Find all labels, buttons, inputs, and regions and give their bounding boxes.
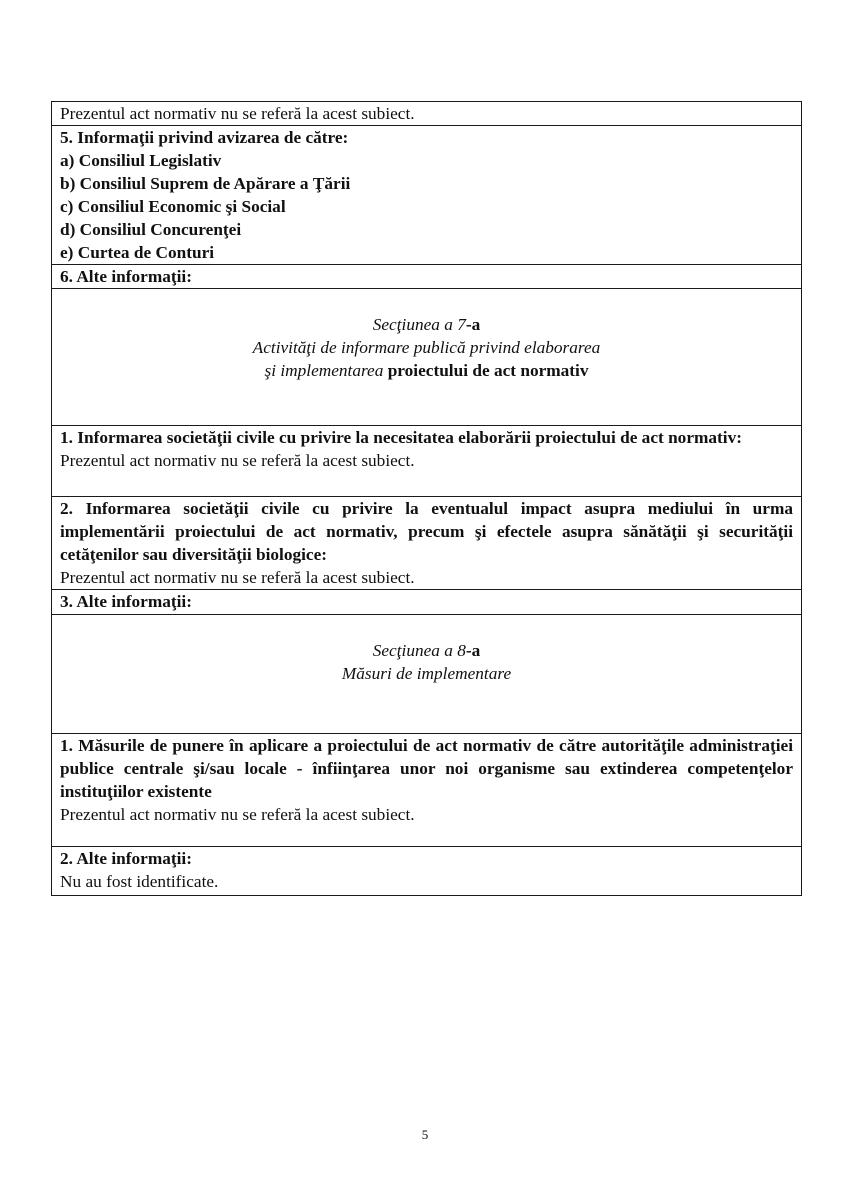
section-7-item-3-title: 3. Alte informaţii: [60,592,192,611]
section-7-item-1-cell [52,426,802,497]
table-row [52,615,802,734]
section-7-heading: Secţiunea a 7-a [372,315,481,334]
table-row [52,265,802,289]
section-7-item-1-title: 1. Informarea societăţii civile cu privire la necesitatea elaborării proiectului de act normativ: [60,428,742,447]
item-5-title: 5. Informaţii privind avizarea de către: [60,128,349,147]
section-8-item-2-title: 2. Alte informaţii: [60,849,192,868]
section-7-subtitle-2: şi implementarea proiectului de act normativ [264,361,589,380]
section-8-item-1-cell [52,734,802,847]
section-8-heading: Secţiunea a 8-a [372,641,481,660]
body-text: Prezentul act normativ nu se referă la acest subiect. [60,568,415,587]
table-row [52,590,802,615]
previous-section-text [52,102,802,126]
section-7-item-2-title: 2. Informarea societăţii civile cu privire la eventualul impact asupra mediului în urma implementării proiectului de act normativ, precum şi efectele asupra sănătăţii şi securităţii cetăţenilor sau diversităţii biologice: [60,499,793,564]
list-item: b) Consiliul Suprem de Apărare a Ţării [60,174,351,193]
list-item: c) Consiliul Economic şi Social [60,197,286,216]
table-row [52,289,802,426]
table-row [52,126,802,265]
section-8-item-2-cell [52,847,802,896]
table-row [52,734,802,847]
table-row [52,102,802,126]
body-text: Prezentul act normativ nu se referă la acest subiect. [60,104,415,123]
list-item: d) Consiliul Concurenţei [60,220,242,239]
body-text: Prezentul act normativ nu se referă la acest subiect. [60,451,415,470]
form-table [51,101,802,896]
section-8-header [52,615,802,734]
table-row [52,426,802,497]
section-7-header [52,289,802,426]
table-row [52,497,802,590]
page-number: 5 [421,1127,429,1142]
item-6-title: 6. Alte informaţii: [60,267,192,286]
body-text: Prezentul act normativ nu se referă la acest subiect. [60,805,415,824]
item-6-cell [52,265,802,289]
item-5-cell [52,126,802,265]
section-8-item-1-title: 1. Măsurile de punere în aplicare a proiectului de act normativ de către autorităţile administraţiei publice centrale şi/sau locale - înfiinţarea unor noi organisme sau extinderea competenţelor instituţiilor existente [60,736,793,801]
section-7-item-2-cell [52,497,802,590]
section-7-subtitle: Activităţi de informare publică privind elaborarea [252,338,601,357]
section-8-subtitle: Măsuri de implementare [341,664,512,683]
table-row [52,847,802,896]
section-7-item-3-cell [52,590,802,615]
body-text: Nu au fost identificate. [60,872,219,891]
list-item: a) Consiliul Legislativ [60,151,222,170]
list-item: e) Curtea de Conturi [60,243,215,262]
